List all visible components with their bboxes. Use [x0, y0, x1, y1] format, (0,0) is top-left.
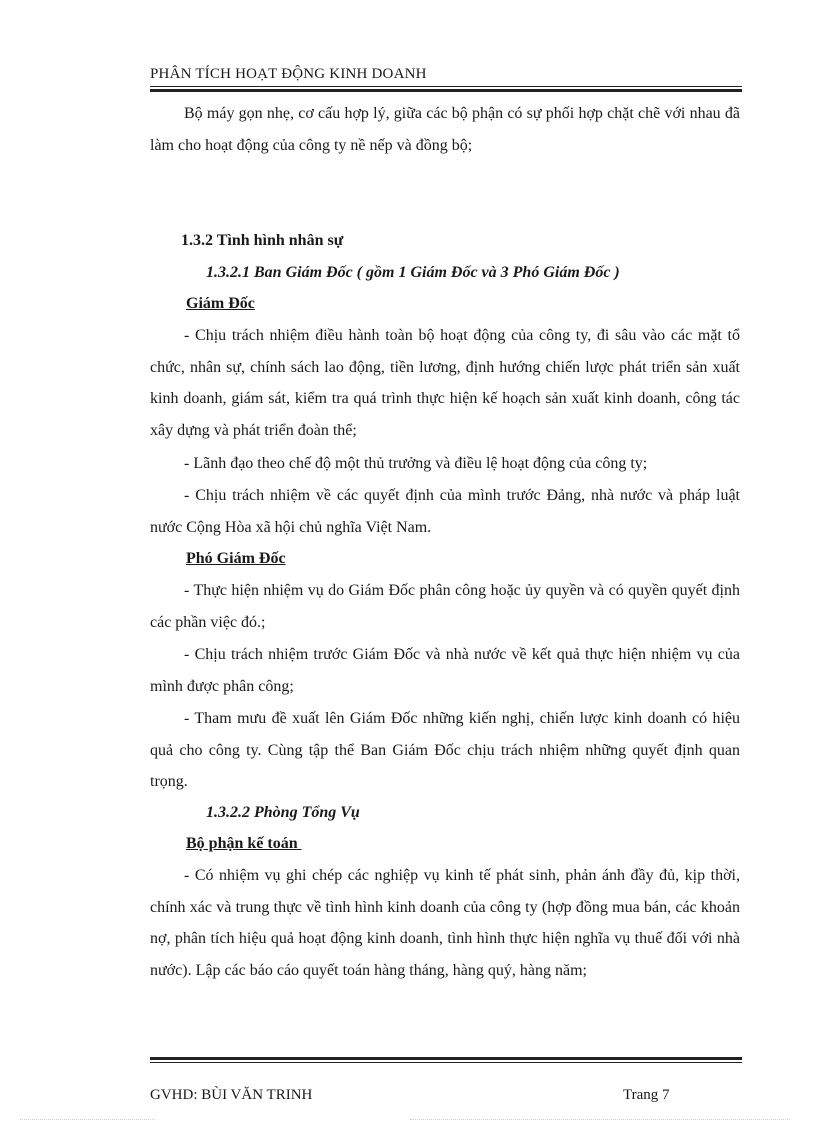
paragraph-pho-giam-doc-2: - Chịu trách nhiệm trước Giám Đốc và nhà nước về kết quả thực hiện nhiệm vụ của mình được phân công; — [150, 646, 740, 695]
footer-dotted-line-right — [410, 1119, 790, 1122]
page-header-title: PHÂN TÍCH HOẠT ĐỘNG KINH DOANH — [150, 66, 427, 82]
header-rule-thin — [150, 86, 742, 87]
paragraph-giam-doc-3: - Chịu trách nhiệm về các quyết định của mình trước Đảng, nhà nước và pháp luật nước Cộng Hòa xã hội chủ nghĩa Việt Nam. — [150, 487, 740, 536]
footer-rule-thin — [150, 1062, 742, 1063]
paragraph-giam-doc-1: - Chịu trách nhiệm điều hành toàn bộ hoạt động của công ty, đi sâu vào các mặt tổ chức, nhân sự, chính sách lao động, tiền lương, định hướng chiến lược phát triển sản xuất kinh doanh, giám sát, kiểm tra quá trình thực hiện kế hoạch sản xuất kinh doanh, công tác xây dựng và phát triển đoàn thể; — [150, 327, 740, 439]
heading-tinh-hinh-nhan-su: 1.3.2 Tình hình nhân sự — [181, 232, 344, 249]
subheading-bo-phan-ke-toan: Bộ phận kế toán — [186, 835, 302, 852]
paragraph-bo-may: Bộ máy gọn nhẹ, cơ cấu hợp lý, giữa các bộ phận có sự phối hợp chặt chẽ với nhau đã làm cho hoạt động của công ty nề nếp và đồng bộ; — [150, 105, 740, 154]
heading-phong-tong-vu: 1.3.2.2 Phòng Tổng Vụ — [206, 804, 360, 821]
footer-page-number: Trang 7 — [623, 1087, 670, 1103]
footer-rule-thick — [150, 1057, 742, 1060]
heading-ban-giam-doc: 1.3.2.1 Ban Giám Đốc ( gồm 1 Giám Đốc và 3 Phó Giám Đốc ) — [206, 264, 620, 281]
footer-dotted-line-left — [20, 1119, 155, 1122]
paragraph-ke-toan: - Có nhiệm vụ ghi chép các nghiệp vụ kinh tế phát sinh, phản ánh đầy đủ, kịp thời, chính xác và trung thực về tình hình kinh doanh của công ty (hợp đồng mua bán, các khoản nợ, phân tích hiệu quả hoạt động kinh doanh, tình hình thực hiện nghĩa vụ thuế đối với nhà nước). Lập các báo cáo quyết toán hàng tháng, hàng quý, hàng năm; — [150, 867, 740, 979]
subheading-giam-doc: Giám Đốc — [186, 295, 255, 312]
paragraph-pho-giam-doc-3: - Tham mưu đề xuất lên Giám Đốc những kiến nghị, chiến lược kinh doanh có hiệu quả cho công ty. Cùng tập thể Ban Giám Đốc chịu trách nhiệm những quyết định quan trọng. — [150, 710, 740, 790]
paragraph-pho-giam-doc-1: - Thực hiện nhiệm vụ do Giám Đốc phân công hoặc ủy quyền và có quyền quyết định các phần việc đó.; — [150, 582, 740, 631]
subheading-pho-giam-doc: Phó Giám Đốc — [186, 550, 286, 567]
footer-gvhd: GVHD: BÙI VĂN TRINH — [150, 1087, 313, 1103]
paragraph-giam-doc-2: - Lãnh đạo theo chế độ một thủ trưởng và điều lệ hoạt động của công ty; — [184, 455, 648, 472]
header-rule-thick — [150, 89, 742, 92]
